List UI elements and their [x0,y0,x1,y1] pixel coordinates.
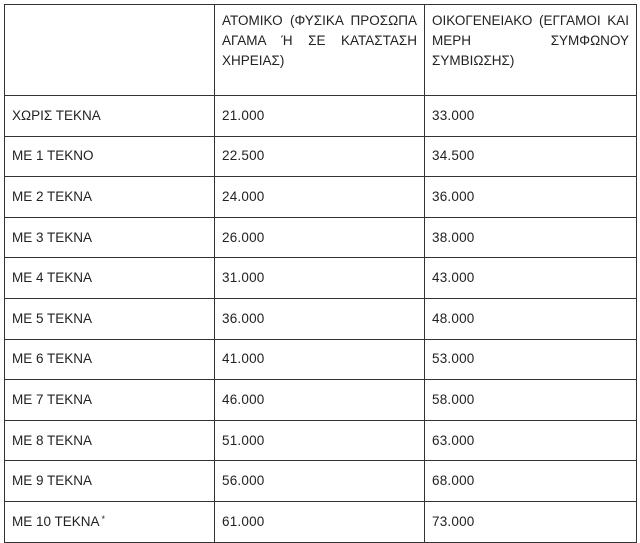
individual-value: 31.000 [215,258,425,299]
individual-value: 22.500 [215,136,425,177]
table-row [5,380,637,421]
family-value: 58.000 [425,380,637,421]
row-label: ΧΩΡΙΣ ΤΕΚΝΑ [5,96,215,137]
row-label: ΜΕ 5 ΤΕΚΝΑ [5,298,215,339]
header-family-text: ΟΙΚΟΓΕΝΕΙΑΚΟ (ΕΓΓΑΜΟΙ ΚΑΙ ΜΕΡΗ ΣΥΜΦΩΝΟΥ ΣΥΜΒΙΩΣΗΣ) [432,13,629,68]
row-label: ΜΕ 7 ΤΕΚΝΑ [5,380,215,421]
row-label: ΜΕ 6 ΤΕΚΝΑ [5,339,215,380]
header-cell-individual [215,5,425,96]
table-row [5,420,637,461]
row-label: ΜΕ 10 ΤΕΚΝΑ [12,513,100,529]
table-row [5,339,637,380]
header-individual-text: ΑΤΟΜΙΚΟ (ΦΥΣΙΚΑ ΠΡΟΣΩΠΑ ΑΓΑΜΑ Ή ΣΕ ΚΑΤΑΣΤΑΣΗ ΧΗΡΕΙΑΣ) [222,13,417,68]
individual-value: 36.000 [215,298,425,339]
income-threshold-table [4,4,637,543]
individual-value: 46.000 [215,380,425,421]
individual-value: 21.000 [215,96,425,137]
row-label: ΜΕ 1 ΤΕΚΝΟ [5,136,215,177]
table-row [5,177,637,218]
row-label-cell [5,501,215,542]
row-label: ΜΕ 3 ΤΕΚΝΑ [5,217,215,258]
header-row [5,5,637,96]
table-row [5,298,637,339]
individual-value: 56.000 [215,461,425,502]
family-value: 73.000 [425,501,637,542]
individual-value: 41.000 [215,339,425,380]
header-cell-empty [5,5,215,96]
individual-value: 51.000 [215,420,425,461]
footnote-mark: * [101,513,106,524]
family-value: 68.000 [425,461,637,502]
family-value: 34.500 [425,136,637,177]
table-row [5,96,637,137]
family-value: 63.000 [425,420,637,461]
family-value: 36.000 [425,177,637,218]
individual-value: 26.000 [215,217,425,258]
individual-value: 24.000 [215,177,425,218]
table-row [5,217,637,258]
family-value: 48.000 [425,298,637,339]
header-cell-family [425,5,637,96]
family-value: 53.000 [425,339,637,380]
row-label: ΜΕ 2 ΤΕΚΝΑ [5,177,215,218]
table-row [5,501,637,542]
table-row [5,461,637,502]
row-label: ΜΕ 8 ΤΕΚΝΑ [5,420,215,461]
table-row [5,136,637,177]
family-value: 33.000 [425,96,637,137]
family-value: 38.000 [425,217,637,258]
table-row [5,258,637,299]
row-label: ΜΕ 4 ΤΕΚΝΑ [5,258,215,299]
individual-value: 61.000 [215,501,425,542]
family-value: 43.000 [425,258,637,299]
row-label: ΜΕ 9 ΤΕΚΝΑ [5,461,215,502]
